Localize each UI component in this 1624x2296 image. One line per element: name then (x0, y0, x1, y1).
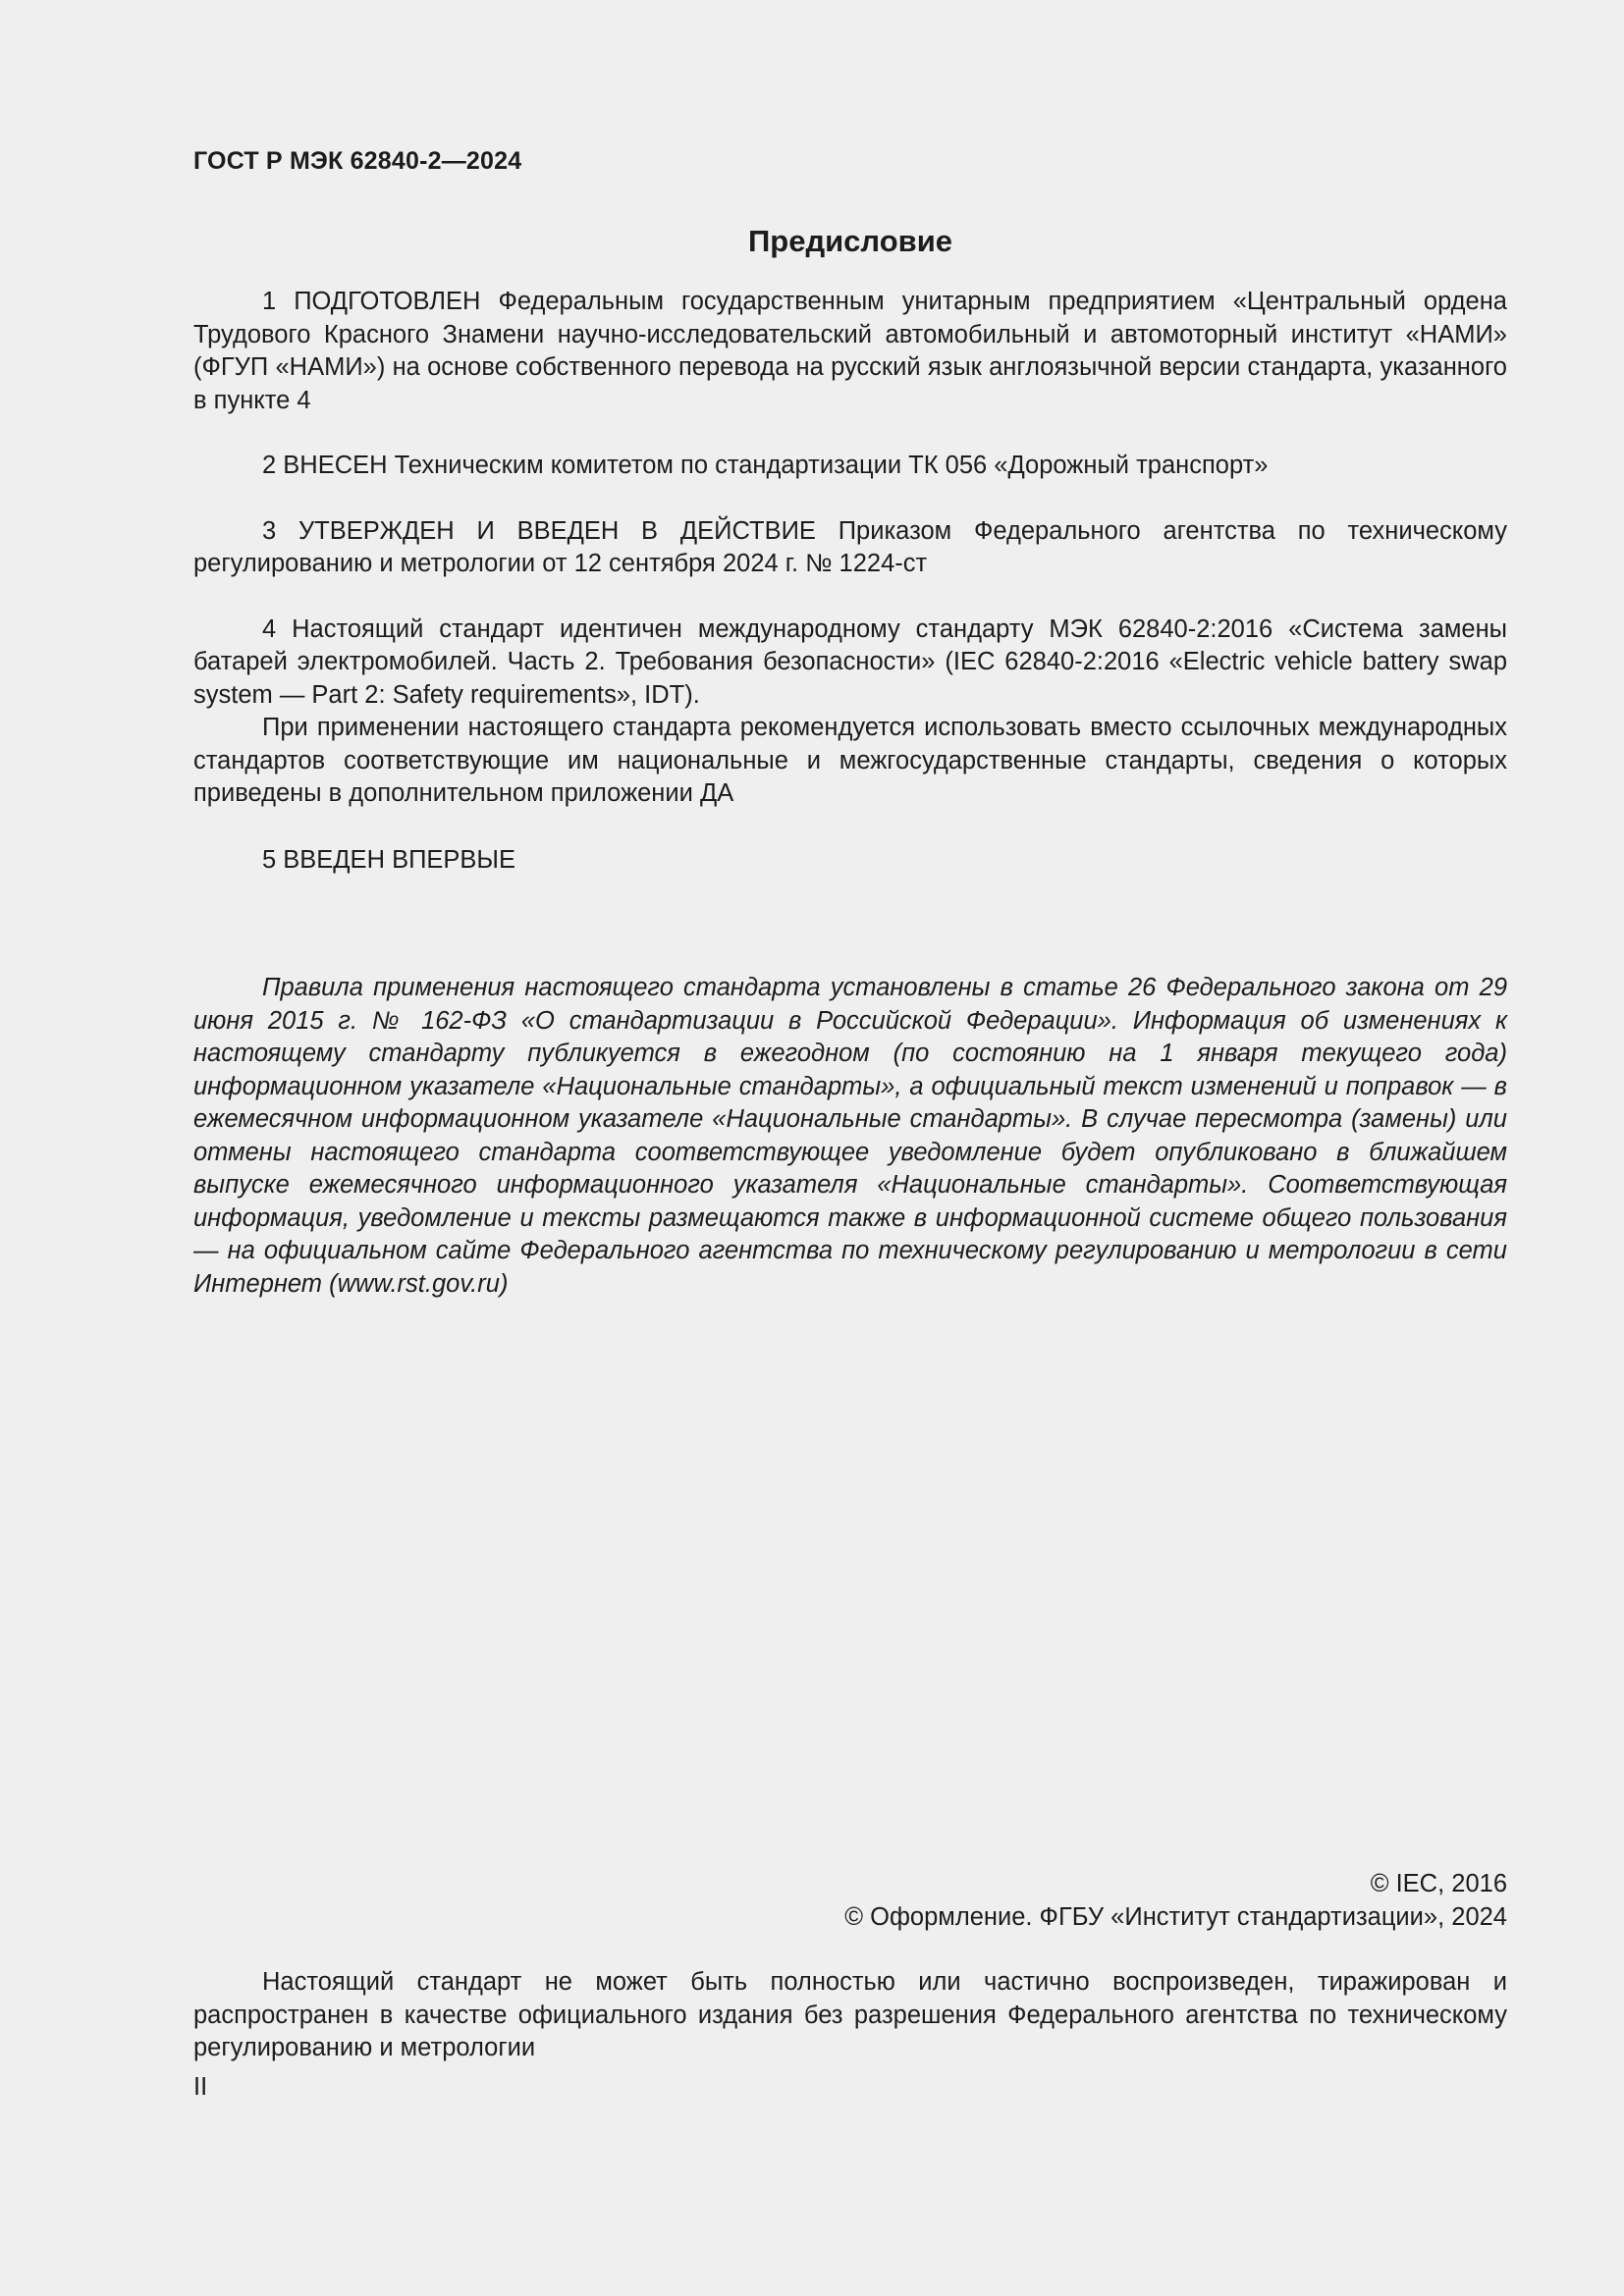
paragraph-identical: 4 Настоящий стандарт идентичен международному стандарту МЭК 62840-2:2016 «Система замены батарей электромобилей. Часть 2. Требования безопасности» (IEC 62840-2:2016 «Electric vehicle battery swap system — Part 2: Safety requirements», IDT). (193, 614, 1507, 709)
foreword-body (193, 286, 1507, 877)
copyright-block (844, 1868, 1507, 1934)
paragraph-prepared: 1 ПОДГОТОВЛЕН Федеральным государственным унитарным предприятием «Центральный ордена Трудового Красного Знамени научно-исследовательский автомобильный и автомоторный институт «НАМИ» (ФГУП «НАМИ») на основе собственного перевода на русский язык англоязычной версии стандарта, указанного в пункте 4 (193, 288, 1507, 414)
copyright-design: © Оформление. ФГБУ «Институт стандартизации», 2024 (844, 1902, 1507, 1931)
paragraph-first-introduced: 5 ВВЕДЕН ВПЕРВЫЕ (262, 845, 516, 874)
reproduction-rights: Настоящий стандарт не может быть полностью или частично воспроизведен, тиражирован и распространен в качестве официального издания без разрешения Федерального агентства по техническому регулированию и метрологии (193, 1968, 1507, 2061)
document-designation: ГОСТ Р МЭК 62840-2—2024 (193, 147, 522, 175)
page-number: II (193, 2073, 208, 2101)
paragraph-references: При применении настоящего стандарта рекомендуется использовать вместо ссылочных международных стандартов соответствующие им национальные и межгосударственные стандарты, сведения о которых приведены в дополнительном приложении ДА (193, 714, 1507, 807)
section-title: Предисловие (747, 224, 952, 258)
application-rules-notice: Правила применения настоящего стандарта установлены в статье 26 Федерального закона от 29 июня 2015 г. № 162-ФЗ «О стандартизации в Российской Федерации». Информация об изменениях к настоящему стандарту публикуется в ежегодном (по состоянию на 1 января текущего года) информационном указателе «Национальные стандарты», а официальный текст изменений и поправок — в ежемесячном информационном указателе «Национальные стандарты». В случае пересмотра (замены) или отмены настоящего стандарта соответствующее уведомление будет опубликовано в ближайшем выпуске ежемесячного информационного указателя «Национальные стандарты». Соответствующая информация, уведомление и тексты размещаются также в информационной системе общего пользования — на официальном сайте Федерального агентства по техническому регулированию и метрологии в сети Интернет (www.rst.gov.ru) (193, 974, 1507, 1298)
paragraph-submitted: 2 ВНЕСЕН Техническим комитетом по стандартизации ТК 056 «Дорожный транспорт» (262, 452, 1269, 479)
document-page (193, 0, 1507, 2296)
copyright-iec: © IEC, 2016 (1370, 1870, 1507, 1897)
paragraph-approved: 3 УТВЕРЖДЕН И ВВЕДЕН В ДЕЙСТВИЕ Приказом Федерального агентства по техническому регулированию и метрологии от 12 сентября 2024 г. № 1224-ст (193, 516, 1507, 577)
